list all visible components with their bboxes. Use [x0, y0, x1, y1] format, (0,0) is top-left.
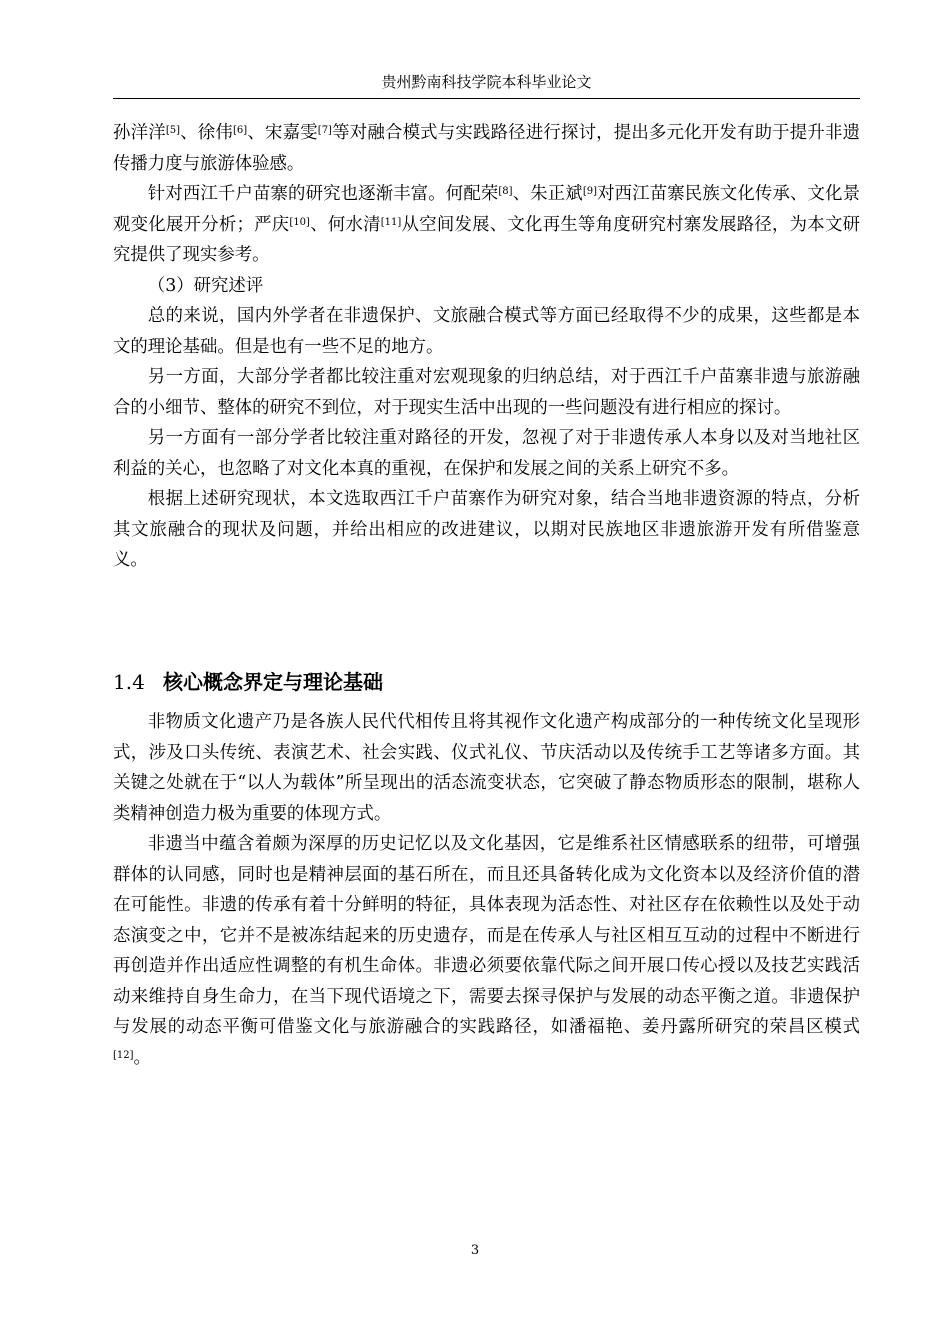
text-run: 、何水清: [309, 214, 381, 235]
section-paragraph-2: [113, 829, 860, 1073]
paragraph-2: [113, 179, 860, 271]
text-run: 。: [133, 1047, 151, 1068]
header-rule: [113, 98, 860, 99]
citation-ref: [12]: [113, 1049, 134, 1061]
paragraph-6: 另一方面有一部分学者比较注重对路径的开发，忽视了对于非遗传承人本身以及对当地社区利益的关心，也忽略了对文化本真的重视，在保护和发展之间的关系上研究不多。: [113, 428, 860, 479]
body-text-top: [113, 118, 860, 576]
text-run: 等对融合模式与实践路径进行探讨，提出多元化开发有助于提升非遗传播力度与旅游体验感。: [113, 123, 860, 174]
body-text-section: [113, 707, 860, 1073]
text-run: 孙洋洋: [113, 123, 166, 143]
paragraph-4: 总的来说，国内外学者在非遗保护、文旅融合模式等方面已经取得不少的成果，这些都是本文的理论基础。但是也有一些不足的地方。: [113, 306, 860, 357]
subheading-research-review: （3）研究述评: [147, 275, 264, 296]
page-number: 3: [470, 1243, 480, 1258]
paragraph-1: [113, 118, 860, 179]
citation-ref: [9]: [582, 186, 598, 197]
section-heading: [113, 666, 383, 695]
citation-ref: [10]: [289, 216, 310, 228]
citation-ref: [8]: [498, 186, 513, 197]
text-run: 对西江苗寨民族文化传承、文化景观变化展开分析；严庆: [113, 184, 860, 235]
text-run: 、朱正斌: [512, 184, 583, 204]
text-run: 从空间发展、文化再生等角度研究村寨发展路径，为本文研究提供了现实参考。: [113, 214, 860, 265]
text-run: 非遗当中蕴含着颇为深厚的历史记忆以及文化基因，它是维系社区情感联系的纽带，可增强群体的认同感，同时也是精神层面的基石所在，而且还具备转化成为文化资本以及经济价值的潜在可能性。非遗的传承有着十分鲜明的特征，具体表现为活态性、对社区存在依赖性以及处于动态演变之中，它并不是被冻结起来的历史遗存，而是在传承人与社区相互互动的过程中不断进行再创造并作出适应性调整的有机生命体。非遗必须要依靠代际之间开展口传心授以及技艺实践活动来维持自身生命力，在当下现代语境之下，需要去探寻保护与发展的动态平衡之道。非遗保护与发展的动态平衡可借鉴文化与旅游融合的实践路径，如潘福艳、姜丹露所研究的荣昌区模式: [113, 834, 860, 1037]
section-title: 核心概念界定与理论基础: [163, 670, 383, 694]
text-run: 、徐伟: [179, 123, 233, 143]
citation-ref: [6]: [233, 125, 248, 136]
section-number: 1.4: [113, 670, 145, 694]
section-paragraph-1: 非物质文化遗产乃是各族人民代代相传且将其视作文化遗产构成部分的一种传统文化呈现形式，涉及口头传统、表演艺术、社会实践、仪式礼仪、节庆活动以及传统手工艺等诸多方面。其关键之处就在于“以人为载体”所呈现出的活态流变状态，它突破了静态物质形态的限制，堪称人类精神创造力极为重要的体现方式。: [113, 712, 860, 824]
text-run: 、宋嘉雯: [247, 123, 318, 143]
citation-ref: [7]: [317, 125, 332, 136]
text-run: 针对西江千户苗寨的研究也逐渐丰富。何配荣: [147, 184, 499, 204]
running-header: 贵州黔南科技学院本科毕业论文: [381, 73, 592, 91]
citation-ref: [5]: [165, 125, 180, 136]
citation-ref: [11]: [380, 216, 402, 228]
paragraph-7: 根据上述研究现状，本文选取西江千户苗寨作为研究对象，结合当地非遗资源的特点，分析其文旅融合的现状及问题，并给出相应的改进建议，以期对民族地区非遗旅游开发有所借鉴意义。: [113, 489, 860, 570]
paragraph-5: 另一方面，大部分学者都比较注重对宏观现象的归纳总结，对于西江千户苗寨非遗与旅游融合的小细节、整体的研究不到位，对于现实生活中出现的一些问题没有进行相应的探讨。: [113, 367, 860, 418]
